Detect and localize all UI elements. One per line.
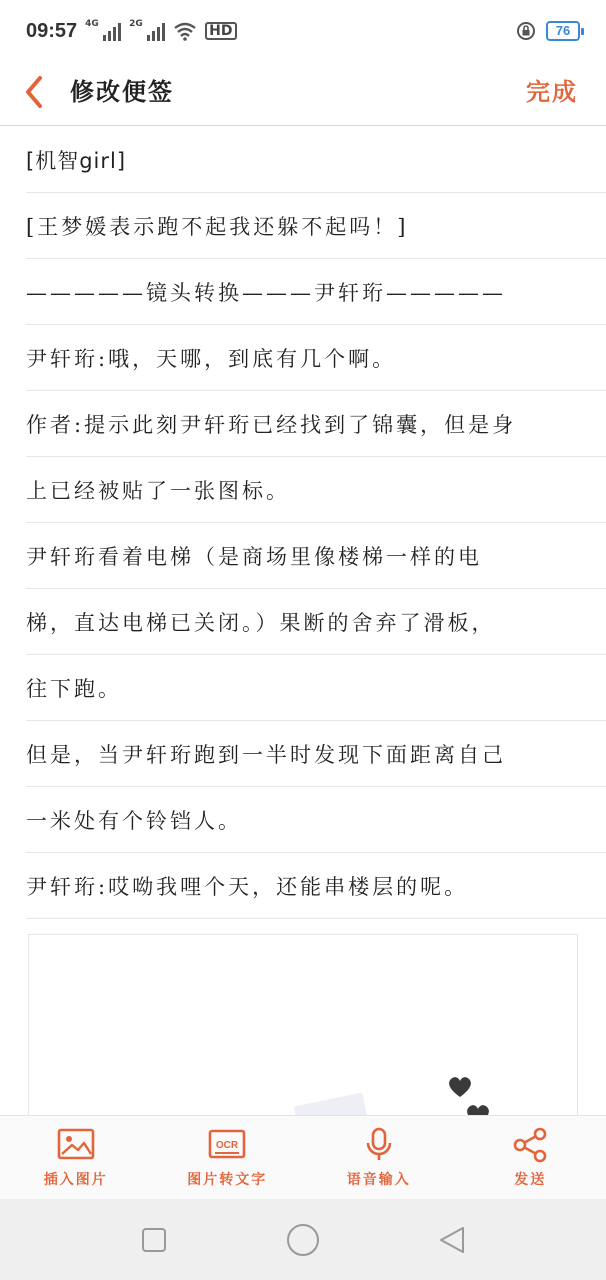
note-line[interactable]: —————镜头转换———尹轩珩————— — [26, 259, 606, 325]
system-back-button[interactable] — [432, 1220, 472, 1260]
cell-signal-icon — [85, 21, 121, 41]
note-line[interactable]: 作者:提示此刻尹轩珩已经找到了锦囊，但是身 — [26, 391, 606, 457]
note-line[interactable]: 往下跑。 — [26, 655, 606, 721]
hd-badge: HD — [205, 22, 236, 40]
note-line[interactable]: 尹轩珩看着电梯（是商场里像楼梯一样的电 — [26, 523, 606, 589]
ocr-label: 图片转文字 — [187, 1171, 268, 1188]
rotation-lock-icon — [516, 21, 536, 41]
image-icon — [56, 1127, 96, 1163]
bottom-toolbar — [0, 1115, 606, 1199]
page-title: 修改便签 — [70, 77, 174, 106]
back-button[interactable] — [22, 70, 48, 114]
insert-image-label: 插入图片 — [43, 1171, 108, 1188]
square-icon — [141, 1227, 167, 1253]
triangle-back-icon — [438, 1225, 466, 1255]
note-line[interactable]: 上已经被贴了一张图标。 — [26, 457, 606, 523]
network-type-label: 4G — [85, 19, 99, 29]
clock: 09:57 — [26, 19, 78, 42]
battery-icon: 76 — [546, 21, 580, 41]
wifi-icon — [173, 21, 197, 41]
home-button[interactable] — [283, 1220, 323, 1260]
done-button[interactable]: 完成 — [526, 77, 578, 106]
note-editor[interactable] — [26, 127, 606, 919]
status-left — [26, 20, 237, 43]
status-right — [516, 21, 580, 41]
note-line[interactable]: 一米处有个铃铛人。 — [26, 787, 606, 853]
microphone-icon — [359, 1127, 399, 1163]
note-line[interactable]: 尹轩珩:哦，天哪，到底有几个啊。 — [26, 325, 606, 391]
note-line[interactable]: 但是，当尹轩珩跑到一半时发现下面距离自己 — [26, 721, 606, 787]
circle-icon — [286, 1223, 320, 1257]
note-line[interactable]: [王梦媛表示跑不起我还躲不起吗！] — [26, 193, 606, 259]
cell-signal-2-icon — [129, 21, 165, 41]
header — [0, 62, 606, 126]
heart-icon — [447, 1075, 473, 1099]
svg-text:OCR: OCR — [216, 1139, 239, 1151]
note-line[interactable]: 尹轩珩:哎呦我哩个天，还能串楼层的呢。 — [26, 853, 606, 919]
inserted-image[interactable] — [28, 934, 578, 1134]
ocr-icon — [207, 1127, 247, 1163]
send-label: 发送 — [514, 1171, 547, 1188]
share-icon — [510, 1127, 550, 1163]
status-bar — [0, 0, 606, 62]
insert-image-button[interactable] — [6, 1127, 146, 1189]
recent-apps-button[interactable] — [134, 1220, 174, 1260]
note-line[interactable]: 梯，直达电梯已关闭。）果断的舍弃了滑板， — [26, 589, 606, 655]
system-nav-bar — [0, 1199, 606, 1280]
voice-input-label: 语音输入 — [346, 1171, 411, 1188]
ocr-button[interactable] — [157, 1127, 297, 1189]
send-button[interactable] — [460, 1127, 600, 1189]
voice-input-button[interactable] — [309, 1127, 449, 1189]
note-line[interactable]: [机智girl] — [26, 127, 606, 193]
network-type-2-label: 2G — [129, 19, 143, 29]
